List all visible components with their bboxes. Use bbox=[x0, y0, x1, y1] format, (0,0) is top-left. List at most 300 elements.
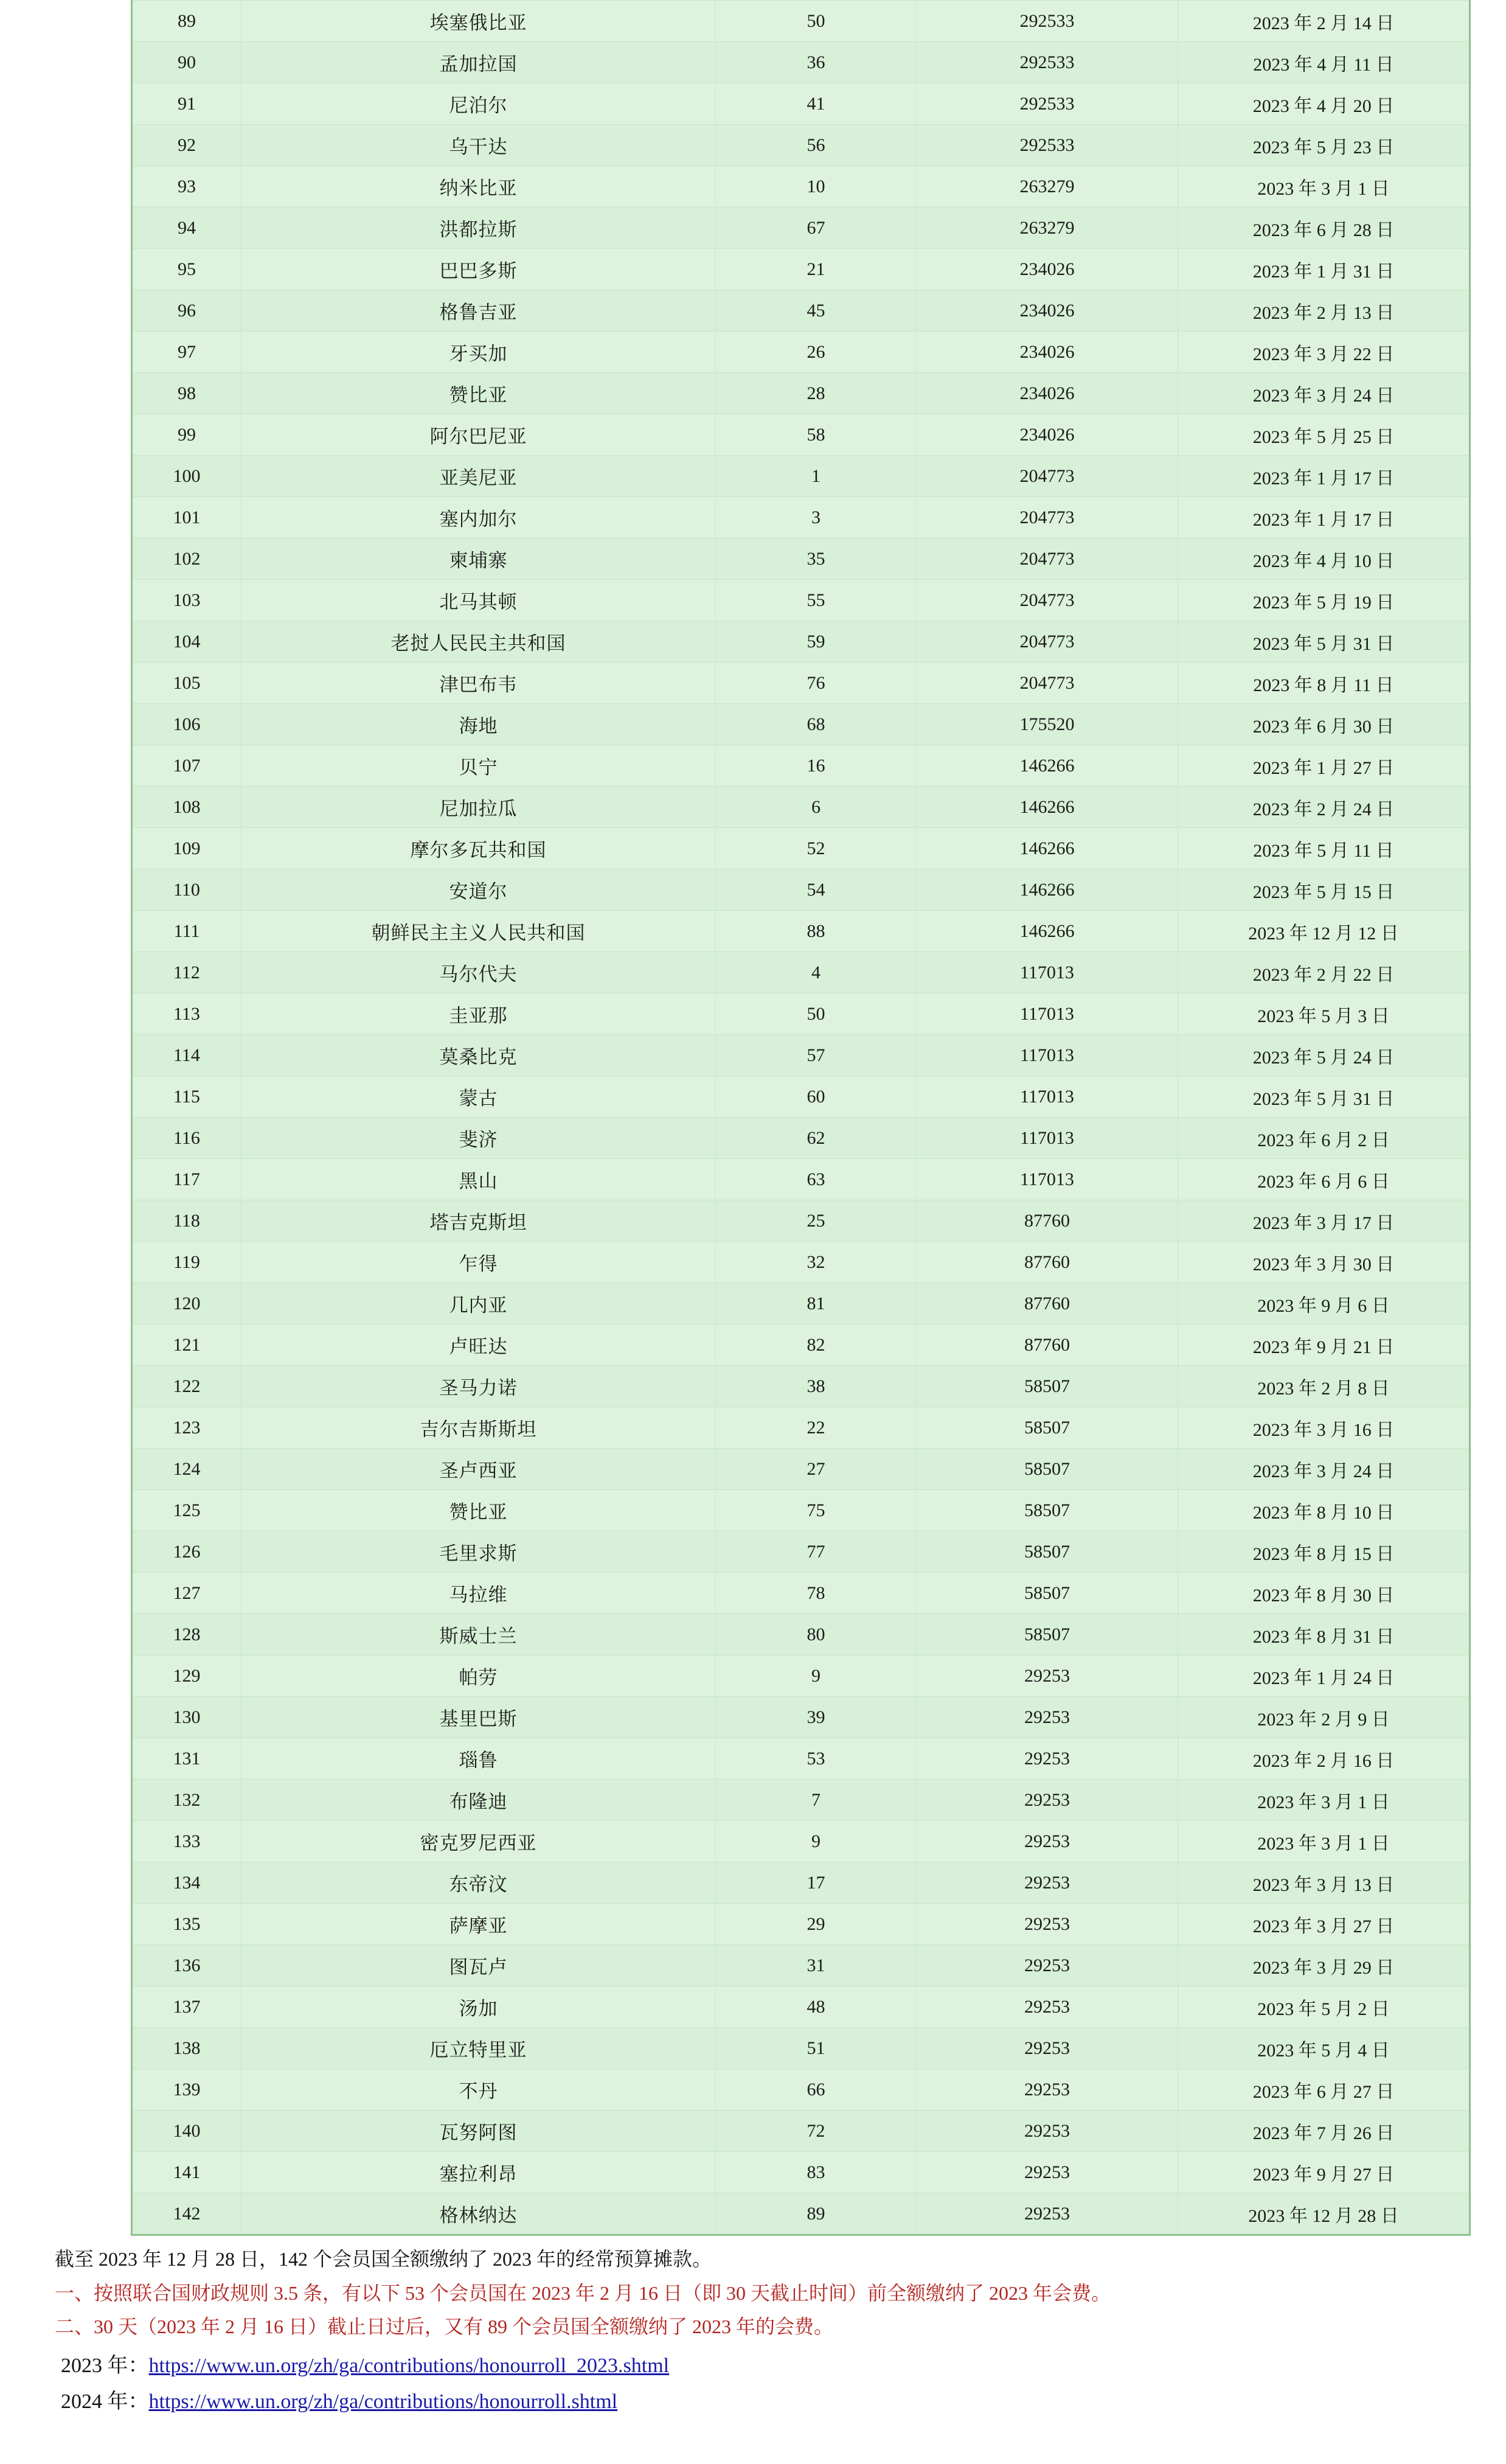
table-cell-idx: 107 bbox=[132, 745, 241, 787]
table-cell-date: 2023 年 1 月 17 日 bbox=[1178, 497, 1470, 538]
table-cell-num: 36 bbox=[716, 42, 917, 83]
table-cell-country: 圣卢西亚 bbox=[241, 1449, 716, 1490]
table-cell-date: 2023 年 5 月 4 日 bbox=[1178, 2028, 1470, 2069]
table-row bbox=[132, 2028, 1470, 2069]
table-cell-num: 60 bbox=[716, 1076, 917, 1118]
table-cell-date: 2023 年 5 月 31 日 bbox=[1178, 621, 1470, 663]
table-row bbox=[132, 1324, 1470, 1366]
table-cell-idx: 100 bbox=[132, 456, 241, 497]
table-cell-num: 21 bbox=[716, 249, 917, 290]
table-cell-num: 63 bbox=[716, 1159, 917, 1200]
table-row bbox=[132, 2069, 1470, 2111]
table-cell-idx: 125 bbox=[132, 1490, 241, 1531]
table-cell-country: 卢旺达 bbox=[241, 1324, 716, 1366]
table-cell-country: 亚美尼亚 bbox=[241, 456, 716, 497]
table-cell-date: 2023 年 6 月 30 日 bbox=[1178, 704, 1470, 745]
table-cell-num: 80 bbox=[716, 1614, 917, 1655]
table-cell-num: 54 bbox=[716, 869, 917, 911]
table-cell-date: 2023 年 5 月 2 日 bbox=[1178, 1986, 1470, 2028]
table-cell-country: 朝鲜民主主义人民共和国 bbox=[241, 911, 716, 952]
table-row bbox=[132, 1821, 1470, 1862]
table-cell-num: 6 bbox=[716, 787, 917, 828]
table-row bbox=[132, 1159, 1470, 1200]
table-cell-idx: 124 bbox=[132, 1449, 241, 1490]
table-cell-date: 2023 年 1 月 17 日 bbox=[1178, 456, 1470, 497]
table-cell-num: 4 bbox=[716, 952, 917, 994]
table-cell-idx: 132 bbox=[132, 1780, 241, 1821]
table-cell-amount: 292533 bbox=[917, 42, 1178, 83]
table-cell-country: 摩尔多瓦共和国 bbox=[241, 828, 716, 869]
table-cell-num: 31 bbox=[716, 1945, 917, 1986]
table-cell-date: 2023 年 4 月 10 日 bbox=[1178, 538, 1470, 580]
table-cell-num: 52 bbox=[716, 828, 917, 869]
table-cell-date: 2023 年 3 月 30 日 bbox=[1178, 1242, 1470, 1283]
table-cell-country: 格林纳达 bbox=[241, 2193, 716, 2235]
table-cell-num: 29 bbox=[716, 1904, 917, 1945]
table-cell-country: 马拉维 bbox=[241, 1573, 716, 1614]
table-cell-country: 圣马力诺 bbox=[241, 1366, 716, 1407]
table-cell-num: 50 bbox=[716, 994, 917, 1035]
table-cell-amount: 146266 bbox=[917, 745, 1178, 787]
table-cell-num: 39 bbox=[716, 1697, 917, 1738]
table-row bbox=[132, 1449, 1470, 1490]
table-cell-date: 2023 年 6 月 2 日 bbox=[1178, 1118, 1470, 1159]
table-cell-num: 53 bbox=[716, 1738, 917, 1780]
table-row bbox=[132, 1531, 1470, 1573]
table-row bbox=[132, 828, 1470, 869]
table-cell-amount: 117013 bbox=[917, 1035, 1178, 1076]
table-cell-date: 2023 年 5 月 24 日 bbox=[1178, 1035, 1470, 1076]
table-cell-idx: 130 bbox=[132, 1697, 241, 1738]
table-row bbox=[132, 704, 1470, 745]
table-cell-amount: 29253 bbox=[917, 1821, 1178, 1862]
table-cell-country: 塞内加尔 bbox=[241, 497, 716, 538]
table-cell-country: 阿尔巴尼亚 bbox=[241, 414, 716, 456]
table-cell-country: 巴巴多斯 bbox=[241, 249, 716, 290]
table-row bbox=[132, 166, 1470, 207]
table-cell-country: 乍得 bbox=[241, 1242, 716, 1283]
link-line-2024 bbox=[61, 2384, 1448, 2414]
table-cell-amount: 117013 bbox=[917, 1076, 1178, 1118]
table-cell-country: 莫桑比克 bbox=[241, 1035, 716, 1076]
table-cell-country: 斯威士兰 bbox=[241, 1614, 716, 1655]
table-cell-amount: 117013 bbox=[917, 1118, 1178, 1159]
table-cell-amount: 204773 bbox=[917, 663, 1178, 704]
table-cell-num: 25 bbox=[716, 1200, 917, 1242]
table-cell-num: 16 bbox=[716, 745, 917, 787]
table-cell-country: 马尔代夫 bbox=[241, 952, 716, 994]
table-cell-date: 2023 年 1 月 31 日 bbox=[1178, 249, 1470, 290]
table-cell-idx: 120 bbox=[132, 1283, 241, 1324]
table-cell-date: 2023 年 2 月 16 日 bbox=[1178, 1738, 1470, 1780]
table-cell-idx: 106 bbox=[132, 704, 241, 745]
table-cell-idx: 114 bbox=[132, 1035, 241, 1076]
table-row bbox=[132, 1283, 1470, 1324]
table-row bbox=[132, 332, 1470, 373]
table-cell-amount: 87760 bbox=[917, 1242, 1178, 1283]
table-cell-country: 赞比亚 bbox=[241, 1490, 716, 1531]
table-row bbox=[132, 994, 1470, 1035]
table-cell-idx: 102 bbox=[132, 538, 241, 580]
table-cell-country: 瑙鲁 bbox=[241, 1738, 716, 1780]
contributions-table bbox=[131, 0, 1471, 2236]
table-cell-amount: 58507 bbox=[917, 1614, 1178, 1655]
table-cell-num: 7 bbox=[716, 1780, 917, 1821]
table-row bbox=[132, 787, 1470, 828]
table-cell-date: 2023 年 1 月 24 日 bbox=[1178, 1655, 1470, 1697]
table-cell-num: 88 bbox=[716, 911, 917, 952]
table-cell-idx: 135 bbox=[132, 1904, 241, 1945]
table-cell-idx: 122 bbox=[132, 1366, 241, 1407]
table-cell-amount: 204773 bbox=[917, 538, 1178, 580]
table-cell-country: 厄立特里亚 bbox=[241, 2028, 716, 2069]
table-cell-amount: 87760 bbox=[917, 1283, 1178, 1324]
table-cell-amount: 204773 bbox=[917, 456, 1178, 497]
table-cell-amount: 117013 bbox=[917, 994, 1178, 1035]
table-cell-num: 57 bbox=[716, 1035, 917, 1076]
table-cell-num: 68 bbox=[716, 704, 917, 745]
table-cell-country: 图瓦卢 bbox=[241, 1945, 716, 1986]
footnote-note-2: 二、30 天（2023 年 2 月 16 日）截止日过后，又有 89 个会员国全额缴纳了 2023 年的会费。 bbox=[55, 2316, 834, 2338]
table-row bbox=[132, 1697, 1470, 1738]
table-row bbox=[132, 1986, 1470, 2028]
table-row bbox=[132, 1, 1470, 42]
table-row bbox=[132, 2193, 1470, 2235]
table-cell-country: 蒙古 bbox=[241, 1076, 716, 1118]
link-label-2024: 2024 年： bbox=[61, 2390, 149, 2413]
table-cell-date: 2023 年 9 月 6 日 bbox=[1178, 1283, 1470, 1324]
table-row bbox=[132, 1614, 1470, 1655]
table-cell-country: 埃塞俄比亚 bbox=[241, 1, 716, 42]
table-cell-num: 59 bbox=[716, 621, 917, 663]
table-cell-amount: 58507 bbox=[917, 1366, 1178, 1407]
table-row bbox=[132, 663, 1470, 704]
table-cell-idx: 137 bbox=[132, 1986, 241, 2028]
table-cell-amount: 263279 bbox=[917, 166, 1178, 207]
table-cell-num: 27 bbox=[716, 1449, 917, 1490]
table-cell-country: 北马其顿 bbox=[241, 580, 716, 621]
table-cell-amount: 29253 bbox=[917, 1904, 1178, 1945]
table-cell-amount: 29253 bbox=[917, 1697, 1178, 1738]
table-cell-idx: 141 bbox=[132, 2152, 241, 2193]
table-cell-country: 东帝汶 bbox=[241, 1862, 716, 1904]
table-cell-idx: 113 bbox=[132, 994, 241, 1035]
table-cell-num: 62 bbox=[716, 1118, 917, 1159]
table-cell-country: 汤加 bbox=[241, 1986, 716, 2028]
contributions-table-body bbox=[132, 1, 1470, 2235]
table-cell-num: 50 bbox=[716, 1, 917, 42]
table-cell-idx: 118 bbox=[132, 1200, 241, 1242]
table-cell-date: 2023 年 8 月 31 日 bbox=[1178, 1614, 1470, 1655]
table-cell-amount: 29253 bbox=[917, 1780, 1178, 1821]
table-cell-idx: 123 bbox=[132, 1407, 241, 1449]
table-cell-idx: 142 bbox=[132, 2193, 241, 2235]
table-cell-country: 乌干达 bbox=[241, 125, 716, 166]
table-cell-num: 72 bbox=[716, 2111, 917, 2152]
table-cell-idx: 109 bbox=[132, 828, 241, 869]
table-cell-idx: 134 bbox=[132, 1862, 241, 1904]
table-cell-date: 2023 年 3 月 22 日 bbox=[1178, 332, 1470, 373]
table-cell-country: 吉尔吉斯斯坦 bbox=[241, 1407, 716, 1449]
table-row bbox=[132, 911, 1470, 952]
table-cell-date: 2023 年 12 月 12 日 bbox=[1178, 911, 1470, 952]
link-line-2023 bbox=[61, 2348, 1448, 2378]
table-cell-idx: 95 bbox=[132, 249, 241, 290]
table-cell-amount: 234026 bbox=[917, 373, 1178, 414]
footnote-note-1: 一、按照联合国财政规则 3.5 条，有以下 53 个会员国在 2023 年 2 月 16 日（即 30 天截止时间）前全额缴纳了 2023 年会费。 bbox=[55, 2281, 1111, 2304]
table-cell-idx: 99 bbox=[132, 414, 241, 456]
table-cell-country: 几内亚 bbox=[241, 1283, 716, 1324]
table-cell-date: 2023 年 3 月 29 日 bbox=[1178, 1945, 1470, 1986]
table-cell-date: 2023 年 5 月 15 日 bbox=[1178, 869, 1470, 911]
table-cell-amount: 234026 bbox=[917, 414, 1178, 456]
table-cell-idx: 96 bbox=[132, 290, 241, 332]
table-row bbox=[132, 2152, 1470, 2193]
table-cell-amount: 234026 bbox=[917, 249, 1178, 290]
table-row bbox=[132, 1738, 1470, 1780]
table-cell-country: 密克罗尼西亚 bbox=[241, 1821, 716, 1862]
table-cell-date: 2023 年 5 月 23 日 bbox=[1178, 125, 1470, 166]
table-cell-date: 2023 年 4 月 11 日 bbox=[1178, 42, 1470, 83]
table-cell-country: 洪都拉斯 bbox=[241, 207, 716, 249]
table-cell-num: 17 bbox=[716, 1862, 917, 1904]
table-cell-country: 贝宁 bbox=[241, 745, 716, 787]
table-cell-country: 斐济 bbox=[241, 1118, 716, 1159]
table-cell-date: 2023 年 6 月 27 日 bbox=[1178, 2069, 1470, 2111]
table-cell-idx: 94 bbox=[132, 207, 241, 249]
table-cell-date: 2023 年 5 月 25 日 bbox=[1178, 414, 1470, 456]
table-cell-idx: 131 bbox=[132, 1738, 241, 1780]
table-cell-num: 28 bbox=[716, 373, 917, 414]
table-row bbox=[132, 952, 1470, 994]
table-cell-idx: 116 bbox=[132, 1118, 241, 1159]
table-cell-amount: 204773 bbox=[917, 497, 1178, 538]
table-cell-idx: 128 bbox=[132, 1614, 241, 1655]
table-row bbox=[132, 249, 1470, 290]
table-row bbox=[132, 1035, 1470, 1076]
table-cell-idx: 98 bbox=[132, 373, 241, 414]
table-cell-amount: 29253 bbox=[917, 1945, 1178, 1986]
table-cell-country: 基里巴斯 bbox=[241, 1697, 716, 1738]
table-cell-date: 2023 年 8 月 10 日 bbox=[1178, 1490, 1470, 1531]
table-cell-num: 48 bbox=[716, 1986, 917, 2028]
table-cell-country: 赞比亚 bbox=[241, 373, 716, 414]
table-row bbox=[132, 497, 1470, 538]
table-cell-num: 76 bbox=[716, 663, 917, 704]
table-cell-date: 2023 年 3 月 13 日 bbox=[1178, 1862, 1470, 1904]
table-cell-amount: 29253 bbox=[917, 1986, 1178, 2028]
table-row bbox=[132, 1076, 1470, 1118]
table-cell-country: 塞拉利昂 bbox=[241, 2152, 716, 2193]
table-cell-idx: 112 bbox=[132, 952, 241, 994]
table-cell-date: 2023 年 2 月 8 日 bbox=[1178, 1366, 1470, 1407]
table-cell-country: 安道尔 bbox=[241, 869, 716, 911]
table-cell-date: 2023 年 12 月 28 日 bbox=[1178, 2193, 1470, 2235]
table-cell-date: 2023 年 8 月 15 日 bbox=[1178, 1531, 1470, 1573]
table-cell-idx: 89 bbox=[132, 1, 241, 42]
table-cell-idx: 93 bbox=[132, 166, 241, 207]
table-cell-idx: 126 bbox=[132, 1531, 241, 1573]
table-cell-num: 58 bbox=[716, 414, 917, 456]
table-cell-date: 2023 年 3 月 1 日 bbox=[1178, 1821, 1470, 1862]
table-row bbox=[132, 1242, 1470, 1283]
table-cell-amount: 146266 bbox=[917, 911, 1178, 952]
table-cell-country: 塔吉克斯坦 bbox=[241, 1200, 716, 1242]
table-row bbox=[132, 125, 1470, 166]
table-cell-num: 77 bbox=[716, 1531, 917, 1573]
table-row bbox=[132, 1945, 1470, 1986]
table-cell-amount: 117013 bbox=[917, 952, 1178, 994]
table-cell-num: 1 bbox=[716, 456, 917, 497]
table-cell-amount: 58507 bbox=[917, 1573, 1178, 1614]
table-cell-num: 81 bbox=[716, 1283, 917, 1324]
table-cell-country: 尼加拉瓜 bbox=[241, 787, 716, 828]
table-cell-date: 2023 年 3 月 16 日 bbox=[1178, 1407, 1470, 1449]
table-row bbox=[132, 538, 1470, 580]
table-cell-idx: 97 bbox=[132, 332, 241, 373]
table-cell-date: 2023 年 8 月 11 日 bbox=[1178, 663, 1470, 704]
table-cell-amount: 204773 bbox=[917, 621, 1178, 663]
table-cell-date: 2023 年 2 月 24 日 bbox=[1178, 787, 1470, 828]
table-row bbox=[132, 207, 1470, 249]
table-cell-idx: 115 bbox=[132, 1076, 241, 1118]
table-cell-num: 32 bbox=[716, 1242, 917, 1283]
table-row bbox=[132, 373, 1470, 414]
table-cell-country: 毛里求斯 bbox=[241, 1531, 716, 1573]
table-cell-num: 83 bbox=[716, 2152, 917, 2193]
table-cell-idx: 121 bbox=[132, 1324, 241, 1366]
table-cell-idx: 139 bbox=[132, 2069, 241, 2111]
table-cell-num: 10 bbox=[716, 166, 917, 207]
table-cell-date: 2023 年 3 月 24 日 bbox=[1178, 373, 1470, 414]
table-cell-country: 老挝人民民主共和国 bbox=[241, 621, 716, 663]
table-cell-idx: 133 bbox=[132, 1821, 241, 1862]
table-cell-num: 66 bbox=[716, 2069, 917, 2111]
table-cell-amount: 58507 bbox=[917, 1531, 1178, 1573]
table-cell-idx: 103 bbox=[132, 580, 241, 621]
table-cell-date: 2023 年 5 月 19 日 bbox=[1178, 580, 1470, 621]
table-cell-amount: 29253 bbox=[917, 2193, 1178, 2235]
table-cell-amount: 58507 bbox=[917, 1449, 1178, 1490]
table-cell-amount: 146266 bbox=[917, 869, 1178, 911]
table-cell-idx: 111 bbox=[132, 911, 241, 952]
table-row bbox=[132, 1862, 1470, 1904]
table-cell-amount: 234026 bbox=[917, 290, 1178, 332]
table-cell-amount: 58507 bbox=[917, 1407, 1178, 1449]
footnotes bbox=[55, 2244, 1448, 2414]
table-row bbox=[132, 1490, 1470, 1531]
table-row bbox=[132, 1655, 1470, 1697]
table-cell-amount: 263279 bbox=[917, 207, 1178, 249]
table-cell-country: 黑山 bbox=[241, 1159, 716, 1200]
table-cell-num: 38 bbox=[716, 1366, 917, 1407]
table-row bbox=[132, 621, 1470, 663]
table-row bbox=[132, 1573, 1470, 1614]
table-cell-country: 格鲁吉亚 bbox=[241, 290, 716, 332]
table-cell-idx: 104 bbox=[132, 621, 241, 663]
table-row bbox=[132, 1904, 1470, 1945]
table-cell-date: 2023 年 6 月 6 日 bbox=[1178, 1159, 1470, 1200]
table-cell-amount: 175520 bbox=[917, 704, 1178, 745]
table-cell-num: 56 bbox=[716, 125, 917, 166]
table-row bbox=[132, 1118, 1470, 1159]
table-cell-amount: 292533 bbox=[917, 1, 1178, 42]
table-row bbox=[132, 745, 1470, 787]
table-cell-date: 2023 年 3 月 24 日 bbox=[1178, 1449, 1470, 1490]
table-row bbox=[132, 1407, 1470, 1449]
table-cell-date: 2023 年 6 月 28 日 bbox=[1178, 207, 1470, 249]
table-cell-date: 2023 年 3 月 1 日 bbox=[1178, 1780, 1470, 1821]
table-cell-country: 纳米比亚 bbox=[241, 166, 716, 207]
table-cell-amount: 29253 bbox=[917, 1862, 1178, 1904]
table-row bbox=[132, 42, 1470, 83]
table-cell-date: 2023 年 7 月 26 日 bbox=[1178, 2111, 1470, 2152]
table-cell-num: 35 bbox=[716, 538, 917, 580]
table-cell-idx: 117 bbox=[132, 1159, 241, 1200]
table-cell-amount: 29253 bbox=[917, 2152, 1178, 2193]
table-row bbox=[132, 580, 1470, 621]
table-cell-date: 2023 年 2 月 9 日 bbox=[1178, 1697, 1470, 1738]
table-cell-amount: 87760 bbox=[917, 1200, 1178, 1242]
table-cell-idx: 138 bbox=[132, 2028, 241, 2069]
table-cell-idx: 127 bbox=[132, 1573, 241, 1614]
table-cell-country: 瓦努阿图 bbox=[241, 2111, 716, 2152]
table-cell-amount: 29253 bbox=[917, 2069, 1178, 2111]
table-cell-amount: 87760 bbox=[917, 1324, 1178, 1366]
table-cell-num: 75 bbox=[716, 1490, 917, 1531]
table-cell-date: 2023 年 2 月 13 日 bbox=[1178, 290, 1470, 332]
table-row bbox=[132, 869, 1470, 911]
contributions-table-wrap bbox=[131, 0, 1408, 2236]
table-cell-country: 牙买加 bbox=[241, 332, 716, 373]
table-cell-idx: 108 bbox=[132, 787, 241, 828]
table-cell-country: 尼泊尔 bbox=[241, 83, 716, 125]
table-row bbox=[132, 1366, 1470, 1407]
table-cell-date: 2023 年 8 月 30 日 bbox=[1178, 1573, 1470, 1614]
table-cell-num: 9 bbox=[716, 1655, 917, 1697]
table-row bbox=[132, 1200, 1470, 1242]
table-cell-idx: 105 bbox=[132, 663, 241, 704]
table-cell-country: 孟加拉国 bbox=[241, 42, 716, 83]
table-cell-idx: 129 bbox=[132, 1655, 241, 1697]
table-cell-num: 67 bbox=[716, 207, 917, 249]
table-cell-country: 布隆迪 bbox=[241, 1780, 716, 1821]
table-cell-date: 2023 年 3 月 27 日 bbox=[1178, 1904, 1470, 1945]
table-cell-date: 2023 年 2 月 14 日 bbox=[1178, 1, 1470, 42]
table-cell-amount: 146266 bbox=[917, 828, 1178, 869]
table-cell-amount: 29253 bbox=[917, 2028, 1178, 2069]
footnote-summary: 截至 2023 年 12 月 28 日，142 个会员国全额缴纳了 2023 年的经常预算摊款。 bbox=[55, 2248, 712, 2270]
table-cell-country: 津巴布韦 bbox=[241, 663, 716, 704]
table-cell-amount: 146266 bbox=[917, 787, 1178, 828]
table-cell-date: 2023 年 5 月 31 日 bbox=[1178, 1076, 1470, 1118]
link-2023[interactable]: https://www.un.org/zh/ga/contributions/honourroll_2023.shtml bbox=[148, 2354, 670, 2377]
table-cell-num: 51 bbox=[716, 2028, 917, 2069]
table-cell-country: 萨摩亚 bbox=[241, 1904, 716, 1945]
table-row bbox=[132, 290, 1470, 332]
table-cell-date: 2023 年 3 月 1 日 bbox=[1178, 166, 1470, 207]
table-cell-date: 2023 年 4 月 20 日 bbox=[1178, 83, 1470, 125]
link-label-2023: 2023 年： bbox=[61, 2354, 149, 2377]
table-row bbox=[132, 83, 1470, 125]
table-cell-idx: 119 bbox=[132, 1242, 241, 1283]
table-cell-idx: 136 bbox=[132, 1945, 241, 1986]
table-cell-idx: 110 bbox=[132, 869, 241, 911]
link-2024[interactable]: https://www.un.org/zh/ga/contributions/honourroll.shtml bbox=[148, 2390, 618, 2413]
table-cell-num: 3 bbox=[716, 497, 917, 538]
table-cell-num: 26 bbox=[716, 332, 917, 373]
table-cell-amount: 204773 bbox=[917, 580, 1178, 621]
